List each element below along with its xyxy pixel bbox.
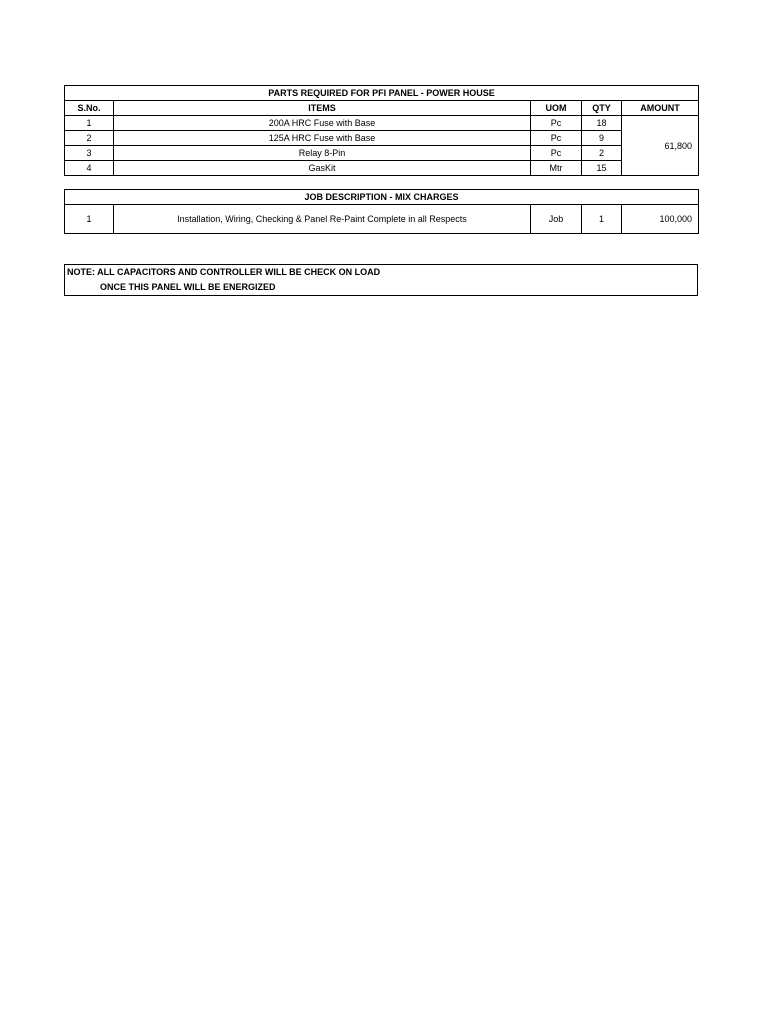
header-uom: UOM	[531, 101, 582, 116]
job-amount: 100,000	[622, 205, 699, 234]
note-box	[64, 264, 698, 296]
row-item: 125A HRC Fuse with Base	[114, 131, 531, 146]
table-row	[65, 205, 699, 234]
job-title-row	[65, 190, 699, 205]
job-qty: 1	[582, 205, 622, 234]
row-qty: 15	[582, 161, 622, 176]
note-line-1: NOTE: ALL CAPACITORS AND CONTROLLER WILL BE CHECK ON LOAD	[67, 267, 381, 277]
row-qty: 18	[582, 116, 622, 131]
row-sno: 3	[65, 146, 114, 161]
job-uom: Job	[531, 205, 582, 234]
row-qty: 2	[582, 146, 622, 161]
row-sno: 2	[65, 131, 114, 146]
parts-table-title: PARTS REQUIRED FOR PFI PANEL - POWER HOUSE	[65, 86, 699, 101]
parts-total-amount: 61,800	[622, 116, 699, 176]
row-uom: Pc	[531, 131, 582, 146]
table-row	[65, 146, 699, 161]
table-row	[65, 131, 699, 146]
parts-title-row	[65, 86, 699, 101]
row-item: GasKit	[114, 161, 531, 176]
job-sno: 1	[65, 205, 114, 234]
row-uom: Pc	[531, 146, 582, 161]
job-table	[64, 189, 699, 234]
job-table-title: JOB DESCRIPTION - MIX CHARGES	[65, 190, 699, 205]
row-item: Relay 8-Pin	[114, 146, 531, 161]
table-row	[65, 116, 699, 131]
row-qty: 9	[582, 131, 622, 146]
row-item: 200A HRC Fuse with Base	[114, 116, 531, 131]
note-line-2: ONCE THIS PANEL WILL BE ENERGIZED	[100, 282, 276, 292]
row-sno: 1	[65, 116, 114, 131]
table-row	[65, 161, 699, 176]
row-sno: 4	[65, 161, 114, 176]
row-uom: Mtr	[531, 161, 582, 176]
job-description: Installation, Wiring, Checking & Panel Re-Paint Complete in all Respects	[114, 205, 531, 234]
header-sno: S.No.	[65, 101, 114, 116]
header-qty: QTY	[582, 101, 622, 116]
header-amount: AMOUNT	[622, 101, 699, 116]
parts-table	[64, 85, 699, 176]
row-uom: Pc	[531, 116, 582, 131]
header-items: ITEMS	[114, 101, 531, 116]
parts-header-row	[65, 101, 699, 116]
